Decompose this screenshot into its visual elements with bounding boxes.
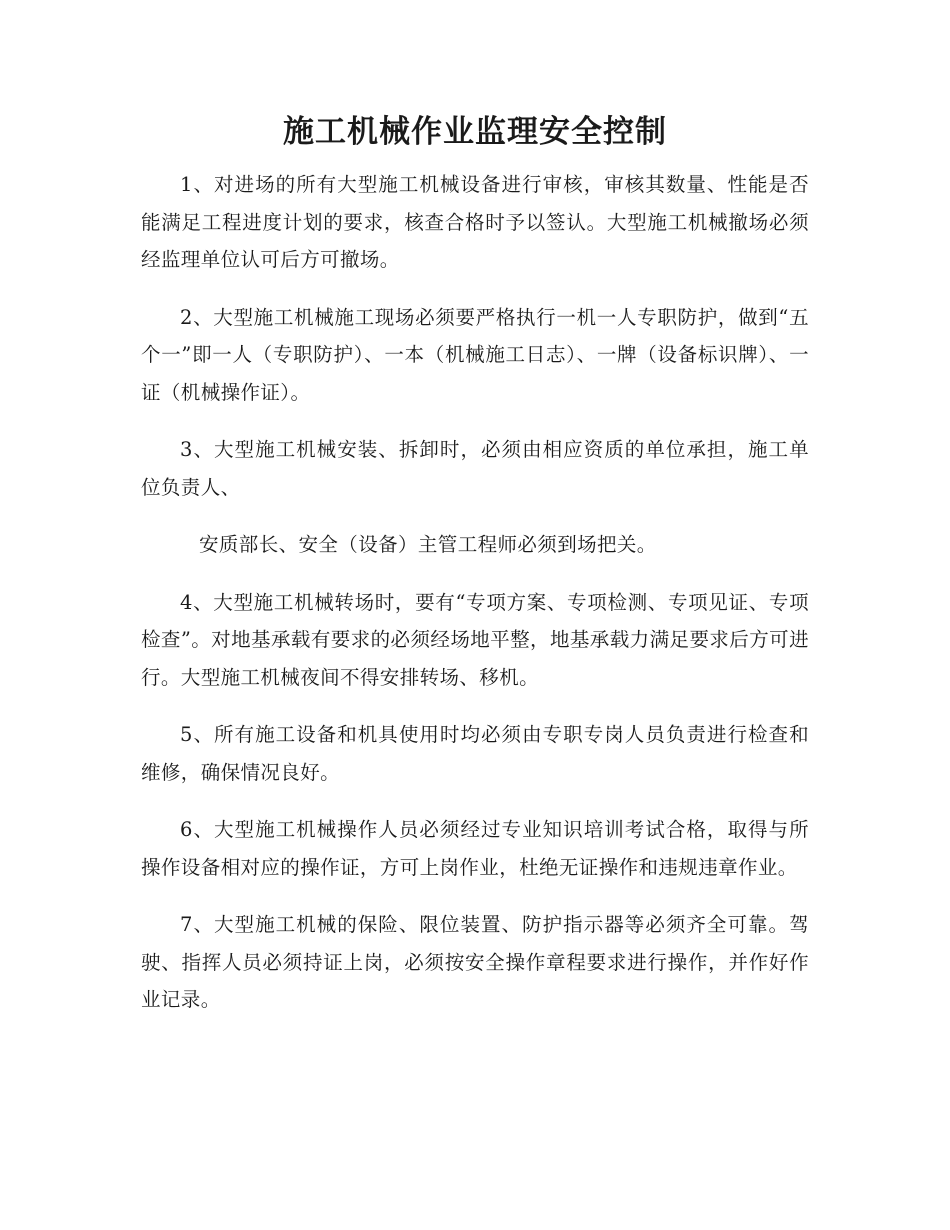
paragraph-1: 1、对进场的所有大型施工机械设备进行审核，审核其数量、性能是否能满足工程进度计划的要求，核查合格时予以签认。大型施工机械撤场必须经监理单位认可后方可撤场。: [141, 173, 809, 271]
paragraph-5: 5、所有施工设备和机具使用时均必须由专职专岗人员负责进行检查和维修，确保情况良好。: [141, 723, 809, 784]
document-title: 施工机械作业监理安全控制: [283, 114, 667, 150]
paragraph-3-continued: 安质部长、安全（设备）主管工程师必须到场把关。: [199, 533, 657, 556]
paragraph-2: 2、大型施工机械施工现场必须要严格执行一机一人专职防护，做到“五个一”即一人（专职防护）、一本（机械施工日志）、一牌（设备标识牌）、一证（机械操作证）。: [141, 305, 809, 404]
paragraph-6: 6、大型施工机械操作人员必须经过专业知识培训考试合格，取得与所操作设备相对应的操作证，方可上岗作业，杜绝无证操作和违规违章作业。: [141, 818, 809, 879]
paragraph-7: 7、大型施工机械的保险、限位装置、防护指示器等必须齐全可靠。驾驶、指挥人员必须持证上岗，必须按安全操作章程要求进行操作，并作好作业记录。: [141, 913, 809, 1011]
document-body: [141, 166, 809, 1039]
paragraph-4: 4、大型施工机械转场时，要有“专项方案、专项检测、专项见证、专项检查”。对地基承载有要求的必须经场地平整，地基承载力满足要求后方可进行。大型施工机械夜间不得安排转场、移机。: [141, 590, 809, 689]
paragraph-3: 3、大型施工机械安装、拆卸时，必须由相应资质的单位承担，施工单位负责人、: [141, 438, 809, 499]
